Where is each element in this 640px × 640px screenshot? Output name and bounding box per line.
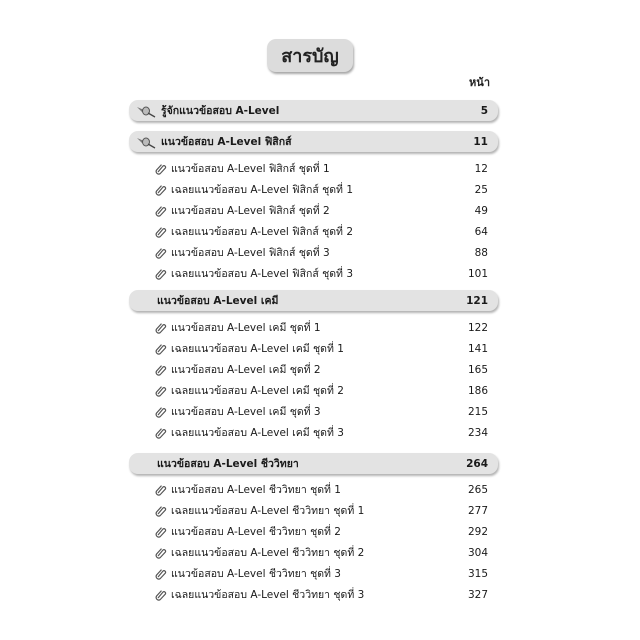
toc-item-page: 101 xyxy=(467,267,488,280)
toc-item-page: 292 xyxy=(467,525,488,538)
toc-item-page: 215 xyxy=(467,405,488,418)
toc-item-label: เฉลยแนวข้อสอบ A-Level ฟิสิกส์ ชุดที่ 3 xyxy=(171,268,353,280)
paperclip-icon xyxy=(155,226,167,238)
toc-item[interactable] xyxy=(155,263,488,284)
toc-item[interactable] xyxy=(155,563,488,584)
toc-item-page: 88 xyxy=(474,246,488,259)
page-column-label: หน้า xyxy=(469,76,490,89)
paperclip-icon xyxy=(155,484,167,496)
toc-item[interactable] xyxy=(155,242,488,263)
paperclip-icon xyxy=(155,547,167,559)
toc-section-page: 264 xyxy=(466,457,488,470)
paperclip-icon xyxy=(155,406,167,418)
paperclip-icon xyxy=(155,247,167,259)
toc-item[interactable] xyxy=(155,401,488,422)
toc-item-label: แนวข้อสอบ A-Level ชีววิทยา ชุดที่ 3 xyxy=(171,568,341,580)
toc-item-page: 165 xyxy=(467,363,488,376)
paperclip-icon xyxy=(155,268,167,280)
toc-section-page: 121 xyxy=(466,294,488,307)
paperclip-icon xyxy=(155,163,167,175)
toc-item-label: แนวข้อสอบ A-Level ฟิสิกส์ ชุดที่ 2 xyxy=(171,205,330,217)
toc-item-page: 49 xyxy=(474,204,488,217)
toc-item-page: 25 xyxy=(474,183,488,196)
paperclip-icon xyxy=(155,184,167,196)
toc-item[interactable] xyxy=(155,158,488,179)
paperclip-icon xyxy=(155,505,167,517)
toc-item-page: 141 xyxy=(467,342,488,355)
pushpin-icon xyxy=(135,104,157,118)
pushpin-icon xyxy=(135,135,157,149)
toc-item-page: 277 xyxy=(467,504,488,517)
toc-section-biology[interactable] xyxy=(129,453,498,474)
toc-section-page: 5 xyxy=(480,104,488,117)
toc-item-page: 315 xyxy=(467,567,488,580)
paperclip-icon xyxy=(155,343,167,355)
toc-item[interactable] xyxy=(155,317,488,338)
toc-item-label: เฉลยแนวข้อสอบ A-Level ชีววิทยา ชุดที่ 1 xyxy=(171,505,365,517)
toc-item-label: เฉลยแนวข้อสอบ A-Level ชีววิทยา ชุดที่ 3 xyxy=(171,589,365,601)
toc-item-label: เฉลยแนวข้อสอบ A-Level ฟิสิกส์ ชุดที่ 2 xyxy=(171,226,353,238)
toc-item[interactable] xyxy=(155,200,488,221)
toc-item[interactable] xyxy=(155,521,488,542)
toc-section-physics[interactable] xyxy=(129,131,498,152)
toc-section-label: แนวข้อสอบ A-Level ฟิสิกส์ xyxy=(161,136,292,148)
paperclip-icon xyxy=(155,385,167,397)
paperclip-icon xyxy=(155,526,167,538)
toc-item[interactable] xyxy=(155,422,488,443)
paperclip-icon xyxy=(155,589,167,601)
toc-item-page: 304 xyxy=(467,546,488,559)
paperclip-icon xyxy=(155,364,167,376)
toc-item-label: เฉลยแนวข้อสอบ A-Level ชีววิทยา ชุดที่ 2 xyxy=(171,547,365,559)
toc-item[interactable] xyxy=(155,179,488,200)
toc-item-label: แนวข้อสอบ A-Level ฟิสิกส์ ชุดที่ 1 xyxy=(171,163,330,175)
toc-item-label: เฉลยแนวข้อสอบ A-Level ฟิสิกส์ ชุดที่ 1 xyxy=(171,184,353,196)
toc-item[interactable] xyxy=(155,542,488,563)
toc-section-label: แนวข้อสอบ A-Level ชีววิทยา xyxy=(157,458,299,470)
toc-item[interactable] xyxy=(155,584,488,605)
toc-item-label: แนวข้อสอบ A-Level ชีววิทยา ชุดที่ 2 xyxy=(171,526,341,538)
toc-item-label: แนวข้อสอบ A-Level เคมี ชุดที่ 2 xyxy=(171,364,321,376)
paperclip-icon xyxy=(155,568,167,580)
toc-section-page: 11 xyxy=(473,135,488,148)
toc-item-label: แนวข้อสอบ A-Level เคมี ชุดที่ 3 xyxy=(171,406,321,418)
toc-item-page: 265 xyxy=(467,483,488,496)
toc-item-page: 186 xyxy=(467,384,488,397)
toc-item-label: เฉลยแนวข้อสอบ A-Level เคมี ชุดที่ 3 xyxy=(171,427,344,439)
paperclip-icon xyxy=(155,322,167,334)
toc-item-label: แนวข้อสอบ A-Level เคมี ชุดที่ 1 xyxy=(171,322,321,334)
toc-item-label: เฉลยแนวข้อสอบ A-Level เคมี ชุดที่ 2 xyxy=(171,385,344,397)
toc-item-label: แนวข้อสอบ A-Level ชีววิทยา ชุดที่ 1 xyxy=(171,484,341,496)
toc-item-label: เฉลยแนวข้อสอบ A-Level เคมี ชุดที่ 1 xyxy=(171,343,344,355)
paperclip-icon xyxy=(155,205,167,217)
toc-item-page: 64 xyxy=(474,225,488,238)
toc-item-page: 122 xyxy=(467,321,488,334)
toc-item[interactable] xyxy=(155,338,488,359)
toc-title: สารบัญ xyxy=(267,39,353,72)
toc-item-page: 327 xyxy=(467,588,488,601)
toc-section-label: รู้จักแนวข้อสอบ A-Level xyxy=(161,105,280,117)
toc-section-chemistry[interactable] xyxy=(129,290,498,311)
toc-item-page: 12 xyxy=(474,162,488,175)
toc-section-intro[interactable] xyxy=(129,100,498,121)
toc-item-label: แนวข้อสอบ A-Level ฟิสิกส์ ชุดที่ 3 xyxy=(171,247,330,259)
toc-item[interactable] xyxy=(155,479,488,500)
toc-item[interactable] xyxy=(155,221,488,242)
toc-section-label: แนวข้อสอบ A-Level เคมี xyxy=(157,295,279,307)
toc-item[interactable] xyxy=(155,500,488,521)
toc-item[interactable] xyxy=(155,380,488,401)
paperclip-icon xyxy=(155,427,167,439)
toc-item[interactable] xyxy=(155,359,488,380)
toc-item-page: 234 xyxy=(467,426,488,439)
